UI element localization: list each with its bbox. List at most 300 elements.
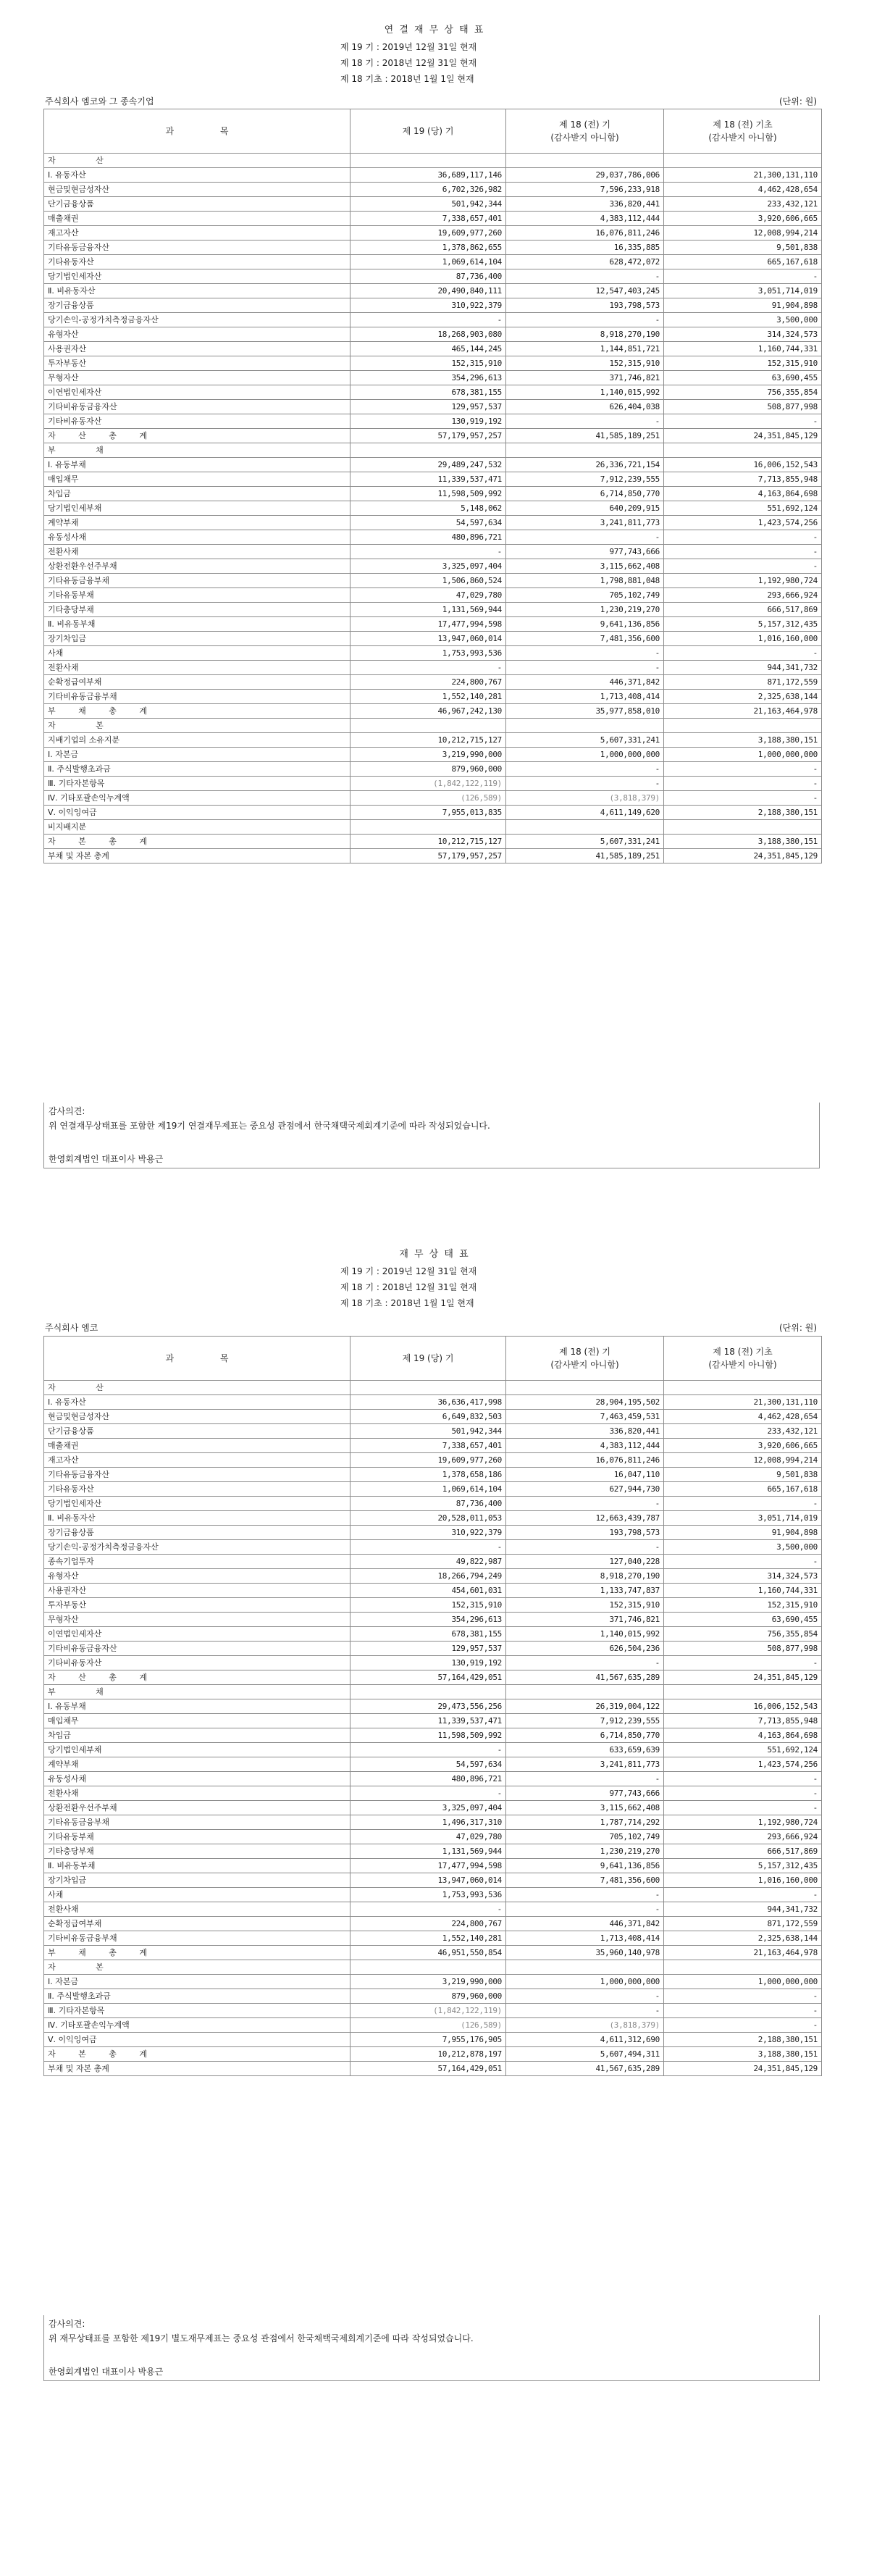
table-row <box>44 183 822 197</box>
row-label: 상환전환우선주부채 <box>44 1801 350 1815</box>
table-row <box>44 1844 822 1859</box>
table-row <box>44 588 822 603</box>
audit-opinion-title: 감사의견: <box>49 2319 85 2329</box>
amount-cell: - <box>664 414 822 429</box>
amount-cell: 3,051,714,019 <box>664 284 822 298</box>
column-header-line: 과 목 <box>165 126 251 136</box>
column-header-current <box>350 1337 506 1381</box>
amount-cell: 1,753,993,536 <box>350 1888 506 1902</box>
row-label: Ⅲ. 기타자본항목 <box>44 777 350 791</box>
amount-cell: 633,659,639 <box>506 1743 664 1757</box>
amount-cell: 1,552,140,281 <box>350 690 506 704</box>
row-label: 전환사채 <box>44 545 350 559</box>
amount-cell: 6,649,832,503 <box>350 1410 506 1424</box>
amount-cell: 501,942,344 <box>350 197 506 212</box>
table-row <box>44 443 822 458</box>
amount-cell: 20,528,011,053 <box>350 1511 506 1526</box>
row-label: 기타유동금융자산 <box>44 241 350 255</box>
table-row <box>44 516 822 530</box>
amount-cell: 3,115,662,408 <box>506 559 664 574</box>
column-header-line: 제 19 (당) 기 <box>402 126 454 136</box>
amount-cell: 5,607,331,241 <box>506 733 664 748</box>
amount-cell: 871,172,559 <box>664 1917 822 1931</box>
amount-cell: 29,473,556,256 <box>350 1699 506 1714</box>
row-label: 당기법인세부채 <box>44 501 350 516</box>
amount-cell: 1,230,219,270 <box>506 603 664 617</box>
amount-cell: 7,713,855,948 <box>664 472 822 487</box>
amount-cell: 371,746,821 <box>506 371 664 385</box>
amount-cell: 665,167,618 <box>664 1482 822 1497</box>
amount-cell: 1,753,993,536 <box>350 646 506 661</box>
table-row <box>44 1772 822 1786</box>
amount-cell: 1,552,140,281 <box>350 1931 506 1946</box>
amount-cell: 36,689,117,146 <box>350 168 506 183</box>
row-label: 당기법인세자산 <box>44 269 350 284</box>
column-header-prior <box>506 109 664 154</box>
column-header-line: (감사받지 아니함) <box>550 133 619 143</box>
row-label: 유형자산 <box>44 1569 350 1584</box>
row-label: 자 본 <box>44 719 350 733</box>
period-line: 제 18 기 : 2018년 12월 31일 현재 <box>340 58 477 68</box>
amount-cell: 24,351,845,129 <box>664 2062 822 2076</box>
amount-cell: 5,157,312,435 <box>664 1859 822 1873</box>
table-row <box>44 632 822 646</box>
table-row <box>44 2004 822 2018</box>
table-row <box>44 530 822 545</box>
row-label: 현금및현금성자산 <box>44 1410 350 1424</box>
amount-cell: 3,188,380,151 <box>664 835 822 849</box>
table-row <box>44 1902 822 1917</box>
row-label: Ⅴ. 이익잉여금 <box>44 806 350 820</box>
amount-cell: (3,818,379) <box>506 791 664 806</box>
row-label: Ⅰ. 유동자산 <box>44 1395 350 1410</box>
amount-cell <box>350 1960 506 1975</box>
unit-label: (단위: 원) <box>779 96 817 106</box>
amount-cell: 1,000,000,000 <box>664 748 822 762</box>
amount-cell: 17,477,994,598 <box>350 617 506 632</box>
amount-cell: 665,167,618 <box>664 255 822 269</box>
table-header-row <box>44 109 822 154</box>
row-label: 사채 <box>44 646 350 661</box>
table-row <box>44 690 822 704</box>
amount-cell: 666,517,869 <box>664 1844 822 1859</box>
amount-cell: 49,822,987 <box>350 1555 506 1569</box>
company-name: 주식회사 엠코와 그 종속기업 <box>45 96 154 106</box>
amount-cell: 2,325,638,144 <box>664 1931 822 1946</box>
amount-cell: 1,069,614,104 <box>350 255 506 269</box>
table-row <box>44 1424 822 1439</box>
amount-cell: - <box>664 777 822 791</box>
amount-cell: 5,148,062 <box>350 501 506 516</box>
amount-cell: 7,713,855,948 <box>664 1714 822 1728</box>
amount-cell: 3,241,811,773 <box>506 516 664 530</box>
row-label: Ⅱ. 비유동자산 <box>44 284 350 298</box>
amount-cell: 977,743,666 <box>506 1786 664 1801</box>
amount-cell: 1,016,160,000 <box>664 632 822 646</box>
table-row <box>44 1569 822 1584</box>
row-label: 단기금융상품 <box>44 1424 350 1439</box>
table-row <box>44 472 822 487</box>
amount-cell <box>664 820 822 835</box>
amount-cell: (1,842,122,119) <box>350 2004 506 2018</box>
amount-cell: 46,951,550,854 <box>350 1946 506 1960</box>
amount-cell: - <box>664 791 822 806</box>
company-name: 주식회사 엠코 <box>45 1323 98 1333</box>
amount-cell: 314,324,573 <box>664 1569 822 1584</box>
amount-cell: - <box>350 313 506 327</box>
row-label: 부 채 총 계 <box>44 1946 350 1960</box>
row-label: Ⅴ. 이익잉여금 <box>44 2033 350 2047</box>
amount-cell: 7,481,356,600 <box>506 1873 664 1888</box>
table-row <box>44 1482 822 1497</box>
table-row <box>44 1613 822 1627</box>
amount-cell: 501,942,344 <box>350 1424 506 1439</box>
amount-cell: 3,920,606,665 <box>664 1439 822 1453</box>
amount-cell: 41,585,189,251 <box>506 429 664 443</box>
amount-cell <box>664 719 822 733</box>
amount-cell: 12,547,403,245 <box>506 284 664 298</box>
table-row <box>44 748 822 762</box>
auditor-signature: 한영회계법인 대표이사 박용근 <box>49 2367 164 2377</box>
column-header-line: 제 18 (전) 기 <box>559 1347 610 1357</box>
amount-cell: 7,912,239,555 <box>506 472 664 487</box>
amount-cell: 336,820,441 <box>506 197 664 212</box>
amount-cell: 130,919,192 <box>350 1656 506 1670</box>
amount-cell: 20,490,840,111 <box>350 284 506 298</box>
row-label: 단기금융상품 <box>44 197 350 212</box>
amount-cell: 1,131,569,944 <box>350 1844 506 1859</box>
amount-cell: 480,896,721 <box>350 1772 506 1786</box>
period-line: 제 19 기 : 2019년 12월 31일 현재 <box>340 42 477 52</box>
row-label: 장기차입금 <box>44 632 350 646</box>
amount-cell: 4,163,864,698 <box>664 487 822 501</box>
amount-cell: - <box>664 545 822 559</box>
amount-cell: 3,241,811,773 <box>506 1757 664 1772</box>
amount-cell: - <box>506 530 664 545</box>
amount-cell: - <box>664 1772 822 1786</box>
amount-cell: 63,690,455 <box>664 1613 822 1627</box>
amount-cell: 5,157,312,435 <box>664 617 822 632</box>
amount-cell: 5,607,331,241 <box>506 835 664 849</box>
row-label: 자 본 <box>44 1960 350 1975</box>
amount-cell: (1,842,122,119) <box>350 777 506 791</box>
amount-cell: 4,383,112,444 <box>506 212 664 226</box>
row-label: 기타비유동금융자산 <box>44 1642 350 1656</box>
amount-cell: 91,904,898 <box>664 298 822 313</box>
amount-cell: 7,912,239,555 <box>506 1714 664 1728</box>
amount-cell: 21,300,131,110 <box>664 1395 822 1410</box>
audit-opinion <box>43 2315 820 2381</box>
amount-cell: 944,341,732 <box>664 661 822 675</box>
row-label: Ⅱ. 비유동부채 <box>44 617 350 632</box>
table-row <box>44 545 822 559</box>
amount-cell: 3,500,000 <box>664 313 822 327</box>
column-header-current <box>350 109 506 154</box>
amount-cell: - <box>506 414 664 429</box>
amount-cell: 26,336,721,154 <box>506 458 664 472</box>
row-label: Ⅳ. 기타포괄손익누계액 <box>44 2018 350 2033</box>
table-row <box>44 1670 822 1685</box>
amount-cell: 152,315,910 <box>506 1598 664 1613</box>
row-label: 투자부동산 <box>44 1598 350 1613</box>
table-row <box>44 1815 822 1830</box>
period-line: 제 18 기초 : 2018년 1월 1일 현재 <box>340 1298 474 1308</box>
amount-cell: 9,641,136,856 <box>506 1859 664 1873</box>
amount-cell: 508,877,998 <box>664 1642 822 1656</box>
table-row <box>44 646 822 661</box>
row-label: 매출채권 <box>44 1439 350 1453</box>
amount-cell: - <box>664 1801 822 1815</box>
amount-cell: 1,230,219,270 <box>506 1844 664 1859</box>
amount-cell: 130,919,192 <box>350 414 506 429</box>
amount-cell <box>350 443 506 458</box>
table-row <box>44 400 822 414</box>
amount-cell: - <box>664 1555 822 1569</box>
table-row <box>44 1555 822 1569</box>
amount-cell: 293,666,924 <box>664 588 822 603</box>
amount-cell: (126,589) <box>350 791 506 806</box>
table-row <box>44 241 822 255</box>
table-row <box>44 603 822 617</box>
amount-cell: 224,800,767 <box>350 1917 506 1931</box>
amount-cell: - <box>664 1497 822 1511</box>
row-label: 재고자산 <box>44 1453 350 1468</box>
amount-cell: 314,324,573 <box>664 327 822 342</box>
table-row <box>44 1627 822 1642</box>
table-row <box>44 1410 822 1424</box>
amount-cell: 87,736,400 <box>350 269 506 284</box>
row-label: 부채 및 자본 총계 <box>44 849 350 863</box>
row-label: 이연법인세자산 <box>44 385 350 400</box>
row-label: Ⅱ. 비유동부채 <box>44 1859 350 1873</box>
table-row <box>44 197 822 212</box>
amount-cell: 36,636,417,998 <box>350 1395 506 1410</box>
table-row <box>44 458 822 472</box>
table-row <box>44 777 822 791</box>
amount-cell: 57,179,957,257 <box>350 429 506 443</box>
amount-cell: 10,212,715,127 <box>350 733 506 748</box>
amount-cell: 35,977,858,010 <box>506 704 664 719</box>
amount-cell: 4,611,149,620 <box>506 806 664 820</box>
table-row <box>44 255 822 269</box>
amount-cell: 47,029,780 <box>350 588 506 603</box>
amount-cell: 41,567,635,289 <box>506 2062 664 2076</box>
table-row <box>44 1598 822 1613</box>
row-label: 부 채 <box>44 443 350 458</box>
row-label: 부 채 <box>44 1685 350 1699</box>
table-row <box>44 269 822 284</box>
amount-cell: 12,008,994,214 <box>664 226 822 241</box>
table-row <box>44 385 822 400</box>
amount-cell: 46,967,242,130 <box>350 704 506 719</box>
row-label: 자 산 총 계 <box>44 429 350 443</box>
amount-cell: - <box>664 559 822 574</box>
amount-cell: 127,040,228 <box>506 1555 664 1569</box>
table-row <box>44 704 822 719</box>
amount-cell: 10,212,878,197 <box>350 2047 506 2062</box>
amount-cell: - <box>350 1540 506 1555</box>
amount-cell: 16,076,811,246 <box>506 226 664 241</box>
amount-cell: 152,315,910 <box>350 1598 506 1613</box>
row-label: 기타유동자산 <box>44 1482 350 1497</box>
amount-cell: 63,690,455 <box>664 371 822 385</box>
amount-cell: 9,641,136,856 <box>506 617 664 632</box>
amount-cell: 6,702,326,982 <box>350 183 506 197</box>
amount-cell: 371,746,821 <box>506 1613 664 1627</box>
amount-cell: 1,713,408,414 <box>506 690 664 704</box>
amount-cell: 1,713,408,414 <box>506 1931 664 1946</box>
amount-cell: 224,800,767 <box>350 675 506 690</box>
table-row <box>44 835 822 849</box>
amount-cell: 152,315,910 <box>664 1598 822 1613</box>
amount-cell: 12,008,994,214 <box>664 1453 822 1468</box>
table-row <box>44 1946 822 1960</box>
row-label: Ⅰ. 유동부채 <box>44 458 350 472</box>
row-label: 자 산 <box>44 1381 350 1395</box>
row-label: 전환사채 <box>44 1902 350 1917</box>
amount-cell: 7,338,657,401 <box>350 212 506 226</box>
row-label: 기타비유동자산 <box>44 414 350 429</box>
table-row <box>44 849 822 863</box>
audit-opinion-title: 감사의견: <box>49 1106 85 1116</box>
amount-cell: 1,798,881,048 <box>506 574 664 588</box>
amount-cell: 24,351,845,129 <box>664 849 822 863</box>
amount-cell: 233,432,121 <box>664 197 822 212</box>
row-label: 기타유동부채 <box>44 1830 350 1844</box>
row-label: Ⅱ. 주식발행초과금 <box>44 1989 350 2004</box>
amount-cell: 87,736,400 <box>350 1497 506 1511</box>
amount-cell: 19,609,977,260 <box>350 1453 506 1468</box>
amount-cell: 627,944,730 <box>506 1482 664 1497</box>
table-row <box>44 1685 822 1699</box>
amount-cell: 3,219,990,000 <box>350 1975 506 1989</box>
table-row <box>44 501 822 516</box>
amount-cell <box>506 154 664 168</box>
statement-title: 재 무 상 태 표 <box>399 1249 470 1260</box>
row-label: Ⅰ. 유동자산 <box>44 168 350 183</box>
row-label: 자 본 총 계 <box>44 835 350 849</box>
amount-cell: 29,037,786,006 <box>506 168 664 183</box>
balance-sheet-table <box>43 109 822 863</box>
amount-cell: 4,383,112,444 <box>506 1439 664 1453</box>
amount-cell: 3,325,097,404 <box>350 559 506 574</box>
amount-cell: - <box>664 1656 822 1670</box>
amount-cell: - <box>350 661 506 675</box>
table-row <box>44 661 822 675</box>
amount-cell: 57,179,957,257 <box>350 849 506 863</box>
table-row <box>44 371 822 385</box>
column-header-item <box>44 1337 350 1381</box>
row-label: 순확정급여부채 <box>44 1917 350 1931</box>
table-row <box>44 1917 822 1931</box>
row-label: 기타유동금융부채 <box>44 574 350 588</box>
amount-cell: 1,423,574,256 <box>664 516 822 530</box>
row-label: Ⅲ. 기타자본항목 <box>44 2004 350 2018</box>
balance-sheet-table <box>43 1336 822 2076</box>
amount-cell: 354,296,613 <box>350 371 506 385</box>
amount-cell: 233,432,121 <box>664 1424 822 1439</box>
amount-cell: 54,597,634 <box>350 516 506 530</box>
table-row <box>44 1699 822 1714</box>
table-row <box>44 1757 822 1772</box>
amount-cell: 2,325,638,144 <box>664 690 822 704</box>
amount-cell: 16,006,152,543 <box>664 458 822 472</box>
table-row <box>44 168 822 183</box>
amount-cell: 193,798,573 <box>506 1526 664 1540</box>
table-row <box>44 1439 822 1453</box>
amount-cell: 626,404,038 <box>506 400 664 414</box>
row-label: 상환전환우선주부채 <box>44 559 350 574</box>
amount-cell: 1,000,000,000 <box>664 1975 822 1989</box>
row-label: 당기법인세자산 <box>44 1497 350 1511</box>
amount-cell: 871,172,559 <box>664 675 822 690</box>
amount-cell <box>664 1960 822 1975</box>
table-row <box>44 574 822 588</box>
column-header-item <box>44 109 350 154</box>
amount-cell: 11,598,509,992 <box>350 1728 506 1743</box>
amount-cell <box>350 154 506 168</box>
table-row <box>44 154 822 168</box>
amount-cell: 26,319,004,122 <box>506 1699 664 1714</box>
amount-cell: 293,666,924 <box>664 1830 822 1844</box>
row-label: 차입금 <box>44 487 350 501</box>
row-label: 장기금융상품 <box>44 1526 350 1540</box>
amount-cell: 152,315,910 <box>664 356 822 371</box>
amount-cell: 508,877,998 <box>664 400 822 414</box>
amount-cell: 7,338,657,401 <box>350 1439 506 1453</box>
amount-cell: - <box>506 1772 664 1786</box>
row-label: 이연법인세자산 <box>44 1627 350 1642</box>
amount-cell: 9,501,838 <box>664 241 822 255</box>
amount-cell: 129,957,537 <box>350 400 506 414</box>
amount-cell: - <box>350 545 506 559</box>
consolidated-statement <box>0 0 869 1203</box>
column-header-prior <box>506 1337 664 1381</box>
table-row <box>44 2062 822 2076</box>
row-label: 장기금융상품 <box>44 298 350 313</box>
amount-cell: 11,339,537,471 <box>350 1714 506 1728</box>
amount-cell: - <box>506 762 664 777</box>
row-label: 자 산 총 계 <box>44 1670 350 1685</box>
amount-cell: 10,212,715,127 <box>350 835 506 849</box>
amount-cell: 879,960,000 <box>350 1989 506 2004</box>
column-header-opening <box>664 1337 822 1381</box>
row-label: 기타비유동금융부채 <box>44 690 350 704</box>
amount-cell: (3,818,379) <box>506 2018 664 2033</box>
amount-cell: 551,692,124 <box>664 1743 822 1757</box>
table-row <box>44 414 822 429</box>
amount-cell: 446,371,842 <box>506 1917 664 1931</box>
row-label: 사용권자산 <box>44 1584 350 1598</box>
table-header-row <box>44 1337 822 1381</box>
amount-cell: 3,188,380,151 <box>664 733 822 748</box>
amount-cell: - <box>350 1743 506 1757</box>
column-header-line: (감사받지 아니함) <box>708 1360 777 1370</box>
amount-cell: - <box>506 1656 664 1670</box>
table-row <box>44 342 822 356</box>
row-label: Ⅱ. 비유동자산 <box>44 1511 350 1526</box>
row-label: Ⅰ. 자본금 <box>44 1975 350 1989</box>
amount-cell: 336,820,441 <box>506 1424 664 1439</box>
amount-cell: 1,423,574,256 <box>664 1757 822 1772</box>
period-line: 제 18 기초 : 2018년 1월 1일 현재 <box>340 74 474 84</box>
amount-cell: 193,798,573 <box>506 298 664 313</box>
amount-cell: - <box>506 1497 664 1511</box>
row-label: 당기손익-공정가치측정금융자산 <box>44 1540 350 1555</box>
row-label: 현금및현금성자산 <box>44 183 350 197</box>
audit-opinion <box>43 1103 820 1168</box>
amount-cell: - <box>506 1989 664 2004</box>
